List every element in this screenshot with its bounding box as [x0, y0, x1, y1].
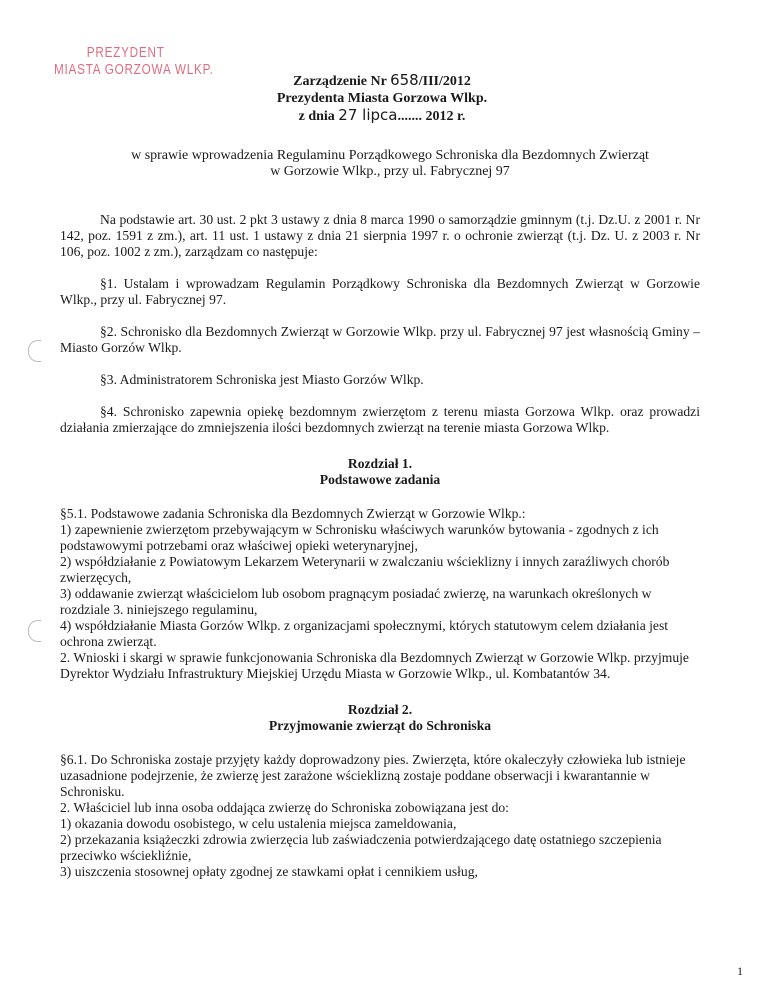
chapter-1-subtitle: Podstawowe zadania: [319, 472, 441, 487]
preamble: Na podstawie art. 30 ust. 2 pkt 3 ustawy z dnia 8 marca 1990 o samorządzie gminnym (t.j. Dz.U. z 2001 r. Nr 142, poz. 1591 z zm.), art. 11 ust. 1 ustawy z dnia 21 sierpnia 1997 r. o ochronie zwierząt (t.j. Dz. U. z 2003 r. Nr 106, poz. 1002 z zm.), zarządzam co następuje:: [60, 212, 700, 259]
chapter-2-subtitle: Przyjmowanie zwierząt do Schroniska: [268, 718, 492, 733]
date-suffix: ....... 2012 r.: [397, 109, 466, 124]
chapter-2-title: Rozdział 2.: [347, 702, 413, 717]
paragraph-2: §2. Schronisko dla Bezdomnych Zwierząt w Gorzowie Wlkp. przy ul. Fabrycznej 97 jest własnością Gminy – Miasto Gorzów Wlkp.: [60, 324, 700, 355]
paragraph-4: §4. Schronisko zapewnia opiekę bezdomnym zwierzętom z terenu miasta Gorzowa Wlkp. oraz prowadzi działania zmierzające do zmniejszenia ilości bezdomnych zwierząt na terenie miasta Gorzowa Wlkp.: [60, 404, 700, 435]
chapter-2-item: 1) okazania dowodu osobistego, w celu ustalenia miejsca zameldowania,: [60, 816, 457, 831]
ordinance-date: [232, 107, 532, 125]
ordinance-number: [232, 72, 532, 90]
chapter-2-item: 2) przekazania książeczki zdrowia zwierzęcia lub zaświadczenia potwierdzającego datę ostatniego szczepienia przeciwko wściekliźnie,: [60, 832, 662, 863]
chapter-1-heading: [60, 456, 700, 488]
chapter-2-heading: [60, 702, 700, 734]
chapter-1-intro: §5.1. Podstawowe zadania Schroniska dla Bezdomnych Zwierząt w Gorzowie Wlkp.:: [60, 506, 526, 521]
subject-line-1: w sprawie wprowadzenia Regulaminu Porządkowego Schroniska dla Bezdomnych Zwierząt: [131, 148, 649, 163]
paragraph-1: §1. Ustalam i wprowadzam Regulamin Porządkowy Schroniska dla Bezdomnych Zwierząt w Gorzowie Wlkp., przy ul. Fabrycznej 97.: [60, 276, 700, 307]
issuer: Prezydenta Miasta Gorzowa Wlkp.: [276, 91, 488, 106]
subject-line-2: w Gorzowie Wlkp., przy ul. Fabrycznej 97: [270, 164, 510, 179]
ordinance-number-prefix: Zarządzenie Nr: [293, 74, 391, 89]
chapter-1-item: 2) współdziałanie z Powiatowym Lekarzem Weterynarii w zwalczaniu wścieklizny i innych zaraźliwych chorób zwierzęcych,: [60, 554, 670, 585]
stamp-line-1: PREZYDENT: [86, 44, 165, 61]
chapter-2-item: 2. Właściciel lub inna osoba oddająca zwierzę do Schroniska zobowiązana jest do:: [60, 800, 509, 815]
chapter-2-intro: §6.1. Do Schroniska zostaje przyjęty każdy doprowadzony pies. Zwierzęta, które okaleczyły człowieka lub istnieje uzasadnione podejrzenie, że zwierzę jest zarażone wścieklizną zostaje poddane obserwacji i kwarantannie w Schronisku.: [60, 752, 686, 799]
document-header: [232, 72, 532, 125]
chapter-1-item: 1) zapewnienie zwierzętom przebywającym w Schronisku właściwych warunków bytowania - zgodnych z ich podstawowymi potrzebami oraz właściwej opieki weterynaryjnej,: [60, 522, 659, 553]
chapter-1-item: 2. Wnioski i skargi w sprawie funkcjonowania Schroniska dla Bezdomnych Zwierząt w Gorzowie Wlkp. przyjmuje Dyrektor Wydziału Infrastruktury Miejskiej Urzędu Miasta w Gorzowie Wlkp., ul. Kombatantów 34.: [60, 650, 689, 681]
chapter-1-item: 3) oddawanie zwierząt właścicielom lub osobom pragnącym posiadać zwierzę, na warunkach określonych w rozdziale 3. niniejszego regulaminu,: [60, 586, 652, 617]
mayor-stamp: [54, 44, 218, 78]
date-handwritten: 27 lipca: [338, 106, 398, 124]
chapter-1-title: Rozdział 1.: [347, 456, 413, 471]
page-number: 1: [737, 964, 743, 978]
paragraph-3: §3. Administratorem Schroniska jest Miasto Gorzów Wlkp.: [100, 372, 424, 387]
date-prefix: z dnia: [298, 109, 339, 124]
chapter-1-item: 4) współdziałanie Miasta Gorzów Wlkp. z organizacjami społecznymi, których statutowym celem działania jest ochrona zwierząt.: [60, 618, 669, 649]
chapter-2-item: 3) uiszczenia stosownej opłaty zgodnej ze stawkami opłat i cennikiem usług,: [60, 864, 478, 879]
ordinance-number-handwritten: 658: [390, 71, 419, 89]
document-subject: [90, 148, 690, 180]
stamp-line-2: MIASTA GORZOWA WLKP.: [54, 61, 214, 78]
punch-hole-mark: [28, 620, 41, 642]
document-body: [60, 212, 700, 880]
punch-hole-mark: [28, 340, 41, 362]
ordinance-number-suffix: /III/2012: [418, 74, 471, 89]
